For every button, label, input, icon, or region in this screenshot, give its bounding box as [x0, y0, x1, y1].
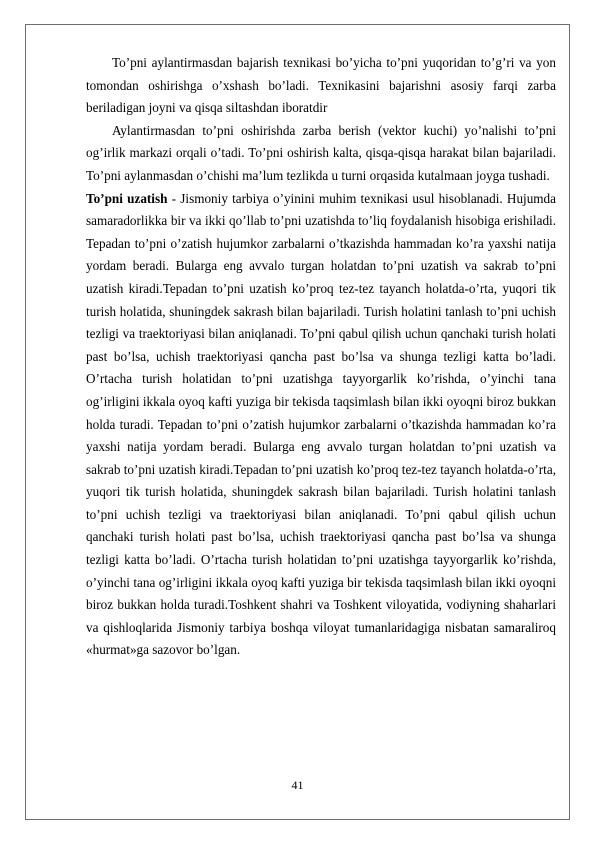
paragraph-3-term: To’pni uzatish: [86, 190, 168, 206]
paragraph-1: To’pni aylantirmasdan bajarish texnikasi bo’yicha to’pni yuqoridan to’g’ri va yon tomondan oshirishga o’xshash bo’ladi. Texnikasini bajarishni asosiy farqi zarba beriladigan joyni va qisqa siltashdan iboratdir: [86, 55, 556, 116]
page-number: 41: [291, 778, 304, 792]
paragraph-3-text: - Jismoniy tarbiya o’yinini muhim texnikasi usul hisoblanadi. Hujumda samaradorlikka bir va ikki qo’llab to’pni uzatishda to’liq foydalanish hisobiga erishiladi. Tepadan to’pni o’zatish hujumkor zarbalarni o’tkazishda hammadan ko’ra yaxshi natija yordam beradi. Bularga eng avvalo turgan holatdan to’pni uzatish va sakrab to’pni uzatish kiradi.Tepadan to’pni uzatish ko’proq tez-tez tayanch holatda-o’rta, yuqori tik turish holatida, shuningdek sakrash bilan bajariladi. Turish holatini tanlash to’pni uchish tezligi va traektoriyasi bilan aniqlanadi. To’pni qabul qilish uchun qanchaki turish holati past bo’lsa, uchish traektoriyasi qancha past bo’lsa va shunga tezligi katta bo’ladi. O’rtacha turish holatidan to’pni uzatishga tayyorgarlik ko’rishda, o’yinchi tana og’irligini ikkala oyoq kafti yuziga bir tekisda taqsimlash bilan ikki oyoqni biroz bukkan holda turadi. Tepadan to’pni o’zatish hujumkor zarbalarni o’tkazishda hammadan ko’ra yaxshi natija yordam beradi. Bularga eng avvalo turgan holatdan to’pni uzatish va sakrab to’pni uzatish kiradi.Tepadan to’pni uzatish ko’proq tez-tez tayanch holatda-o’rta, yuqori tik turish holatida, shuningdek sakrash bilan bajariladi. Turish holatini tanlash to’pni uchish tezligi va traektoriyasi bilan aniqlanadi. To’pni qabul qilish uchun qanchaki turish holati past bo’lsa, uchish traektoriyasi qancha past bo’lsa va shunga tezligi katta bo’ladi. O’rtacha turish holatidan to’pni uzatishga tayyorgarlik ko’rishda, o’yinchi tana og’irligini ikkala oyoq kafti yuziga bir tekisda taqsimlash bilan ikki oyoqni biroz bukkan holda turadi.Toshkent shahri va Toshkent viloyatida, vodiyning shaharlari va qishloqlarida Jismoniy tarbiya boshqa viloyat tumanlaridagiga nisbatan samaraliroq «hurmat»ga sazovor bo’lgan.: [86, 190, 556, 658]
paragraph-3: [86, 188, 556, 662]
document-body: [86, 52, 556, 662]
paragraph-2: Aylantirmasdan to’pni oshirishda zarba berish (vektor kuchi) yo’nalishi to’pni og’irlik markazi orqali o’tadi. To’pni oshirish kalta, qisqa-qisqa harakat bilan bajariladi. To’pni aylanmasdan o’chishi ma’lum tezlikda u turni orqasida kutalmaan joyga tushadi.: [86, 122, 556, 183]
